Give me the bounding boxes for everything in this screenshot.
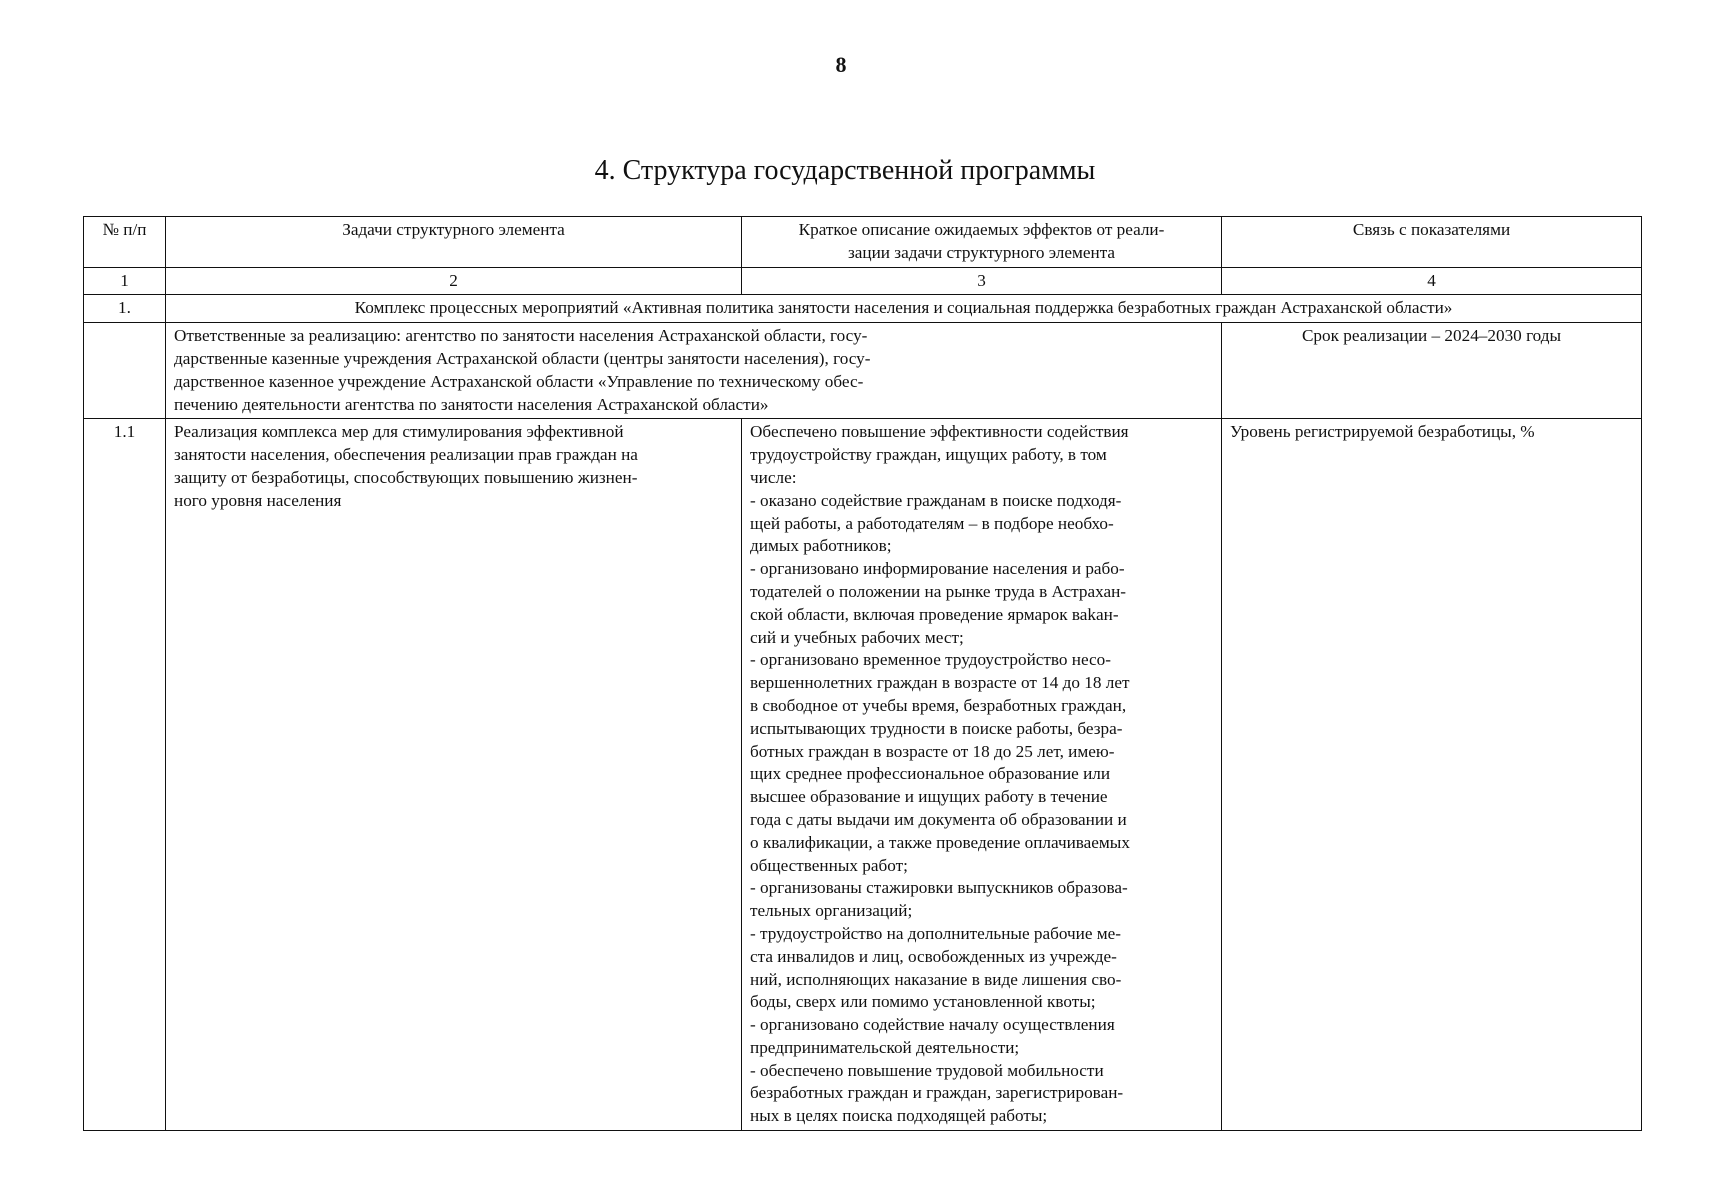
column-number: 4 (1222, 267, 1642, 295)
responsible-row (84, 323, 1642, 419)
table-row (84, 419, 1642, 1131)
responsible-text: Ответственные за реализацию: агентство по занятости населения Астраханской области, госу- дарственные казенные учреждения Астраханской области (центры занятости населения), госу- дарственное казенное учреждение Астраханской области «Управление по техническому обес- печению деятельности агентства по занятости населения Астраханской области» (166, 323, 1222, 419)
task-text: Реализация комплекса мер для стимулирования эффективной занятости населения, обеспечения реализации прав граждан на защиту от безработицы, способствующих повышению жизнен- ного уровня населения (166, 419, 742, 1131)
empty-cell (84, 323, 166, 419)
section-title: Комплекс процессных мероприятий «Активная политика занятости населения и социальная поддержка безработных граждан Астраханской области» (166, 295, 1642, 323)
effects-text: Обеспечено повышение эффективности содействия трудоустройству граждан, ищущих работу, в том числе: - оказано содействие гражданам в поиске подходя- щей работы, а работодателям – в подборе необхо- димых работников; - организовано информирование населения и рабо- тодателей о положении на рынке труда в Астрахан- ской области, включая проведение ярмарок ваkан- сий и учебных рабочих мест; - организовано временное трудоустройство несо- вершеннолетних граждан в возрасте от 14 до 18 лет в свободное от учебы время, безработных граждан, испытывающих трудности в поиске работы, безра- ботных граждан в возрасте от 18 до 25 лет, имею- щих среднее профессиональное образование или высшее образование и ищущих работу в течение года с даты выдачи им документа об образовании и о квалификации, а также проведение оплачиваемых общественных работ; - организованы стажировки выпускников образова- тельных организаций; - трудоустройство на дополнительные рабочие ме- ста инвалидов и лиц, освобожденных из учрежде- ний, исполняющих наказание в виде лишения сво- боды, сверх или помимо установленной квоты; - организовано содействие началу осуществления предпринимательской деятельности; - обеспечено повышение трудовой мобильности безработных граждан и граждан, зарегистрирован- ных в целях поиска подходящей работы; (742, 419, 1222, 1131)
column-number-row (84, 267, 1642, 295)
table-header-row (84, 217, 1642, 268)
indicator-text: Уровень регистрируемой безработицы, % (1222, 419, 1642, 1131)
header-indicators: Связь с показателями (1222, 217, 1642, 268)
column-number: 3 (742, 267, 1222, 295)
section-row (84, 295, 1642, 323)
implementation-term: Срок реализации – 2024–2030 годы (1222, 323, 1642, 419)
header-task: Задачи структурного элемента (166, 217, 742, 268)
column-number: 1 (84, 267, 166, 295)
document-title: 4. Структура государственной программы (594, 155, 1096, 186)
column-number: 2 (166, 267, 742, 295)
page-number: 8 (835, 52, 847, 77)
header-effects: Краткое описание ожидаемых эффектов от реали- зации задачи структурного элемента (742, 217, 1222, 268)
section-number: 1. (84, 295, 166, 323)
header-number: № п/п (84, 217, 166, 268)
program-structure-table (83, 216, 1642, 1131)
row-number: 1.1 (84, 419, 166, 1131)
